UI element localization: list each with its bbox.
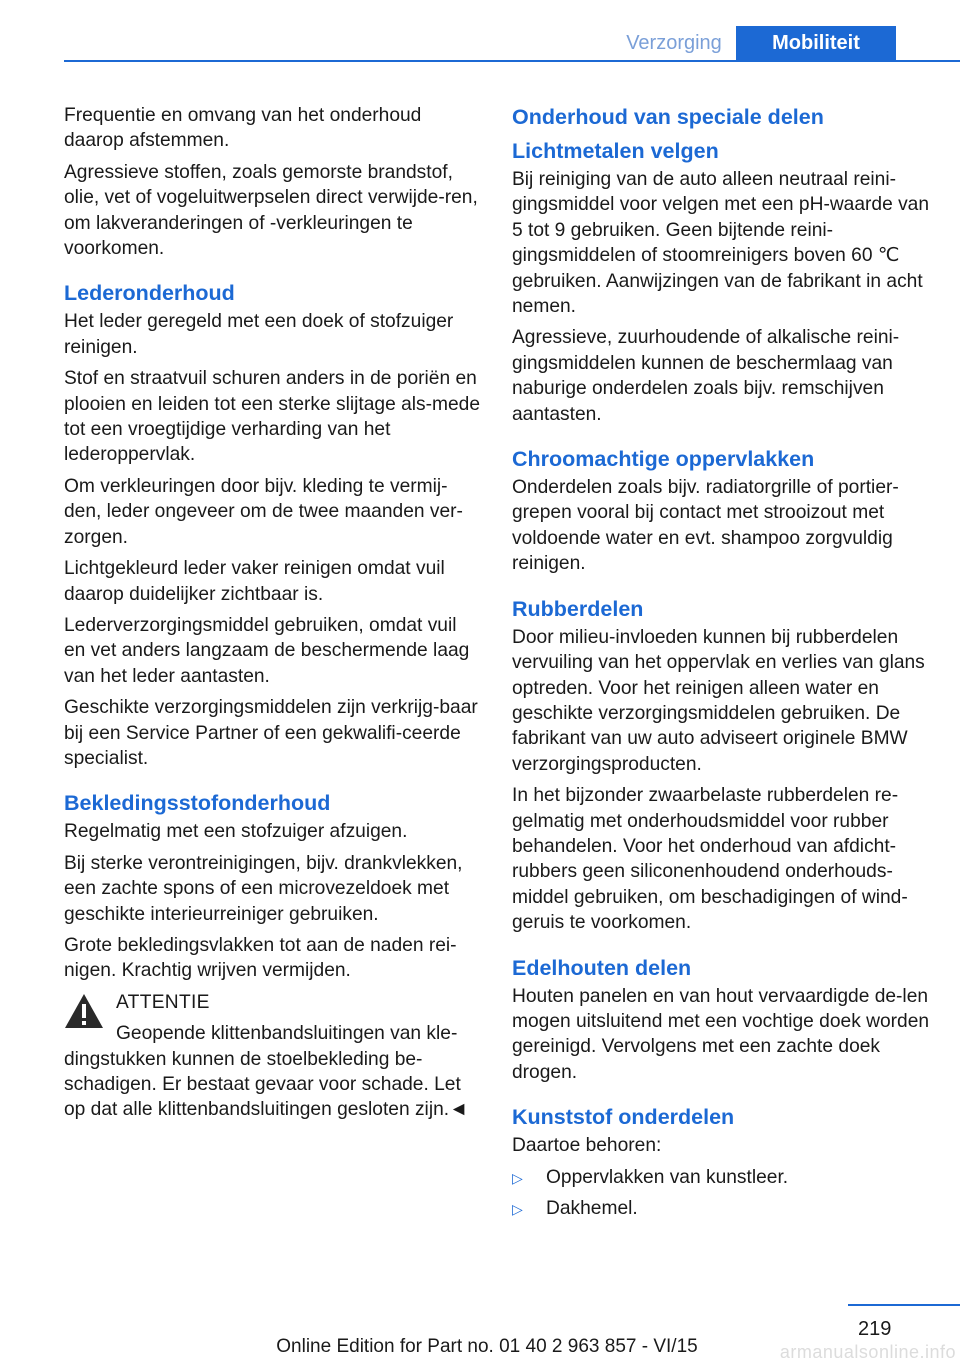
paragraph: Regelmatig met een stofzuiger afzuigen. (64, 821, 408, 843)
footer-rule (848, 1304, 960, 1306)
watermark: armanualsonline.info (779, 1342, 956, 1362)
paragraph: Door milieu-invloeden kunnen bij rubberdelen vervuiling van het oppervlak en verlies van glans optreden. Voor het reinigen alleen water en geschikte verzorgingsmiddelen gebruiken. De fabrikant van uw auto adviseert originele BMW verzorgingsproducten. (512, 626, 925, 775)
triangle-bullet-icon: ▷ (512, 1169, 523, 1186)
paragraph: Het leder geregeld met een doek of stofzuiger reinigen. (64, 311, 454, 358)
list-item (512, 1165, 932, 1190)
page-header (64, 26, 960, 62)
right-column (512, 103, 932, 1227)
warning-line1: Geopende klittenbandsluitingen van kle- (116, 1023, 458, 1045)
paragraph: Lederverzorgingsmiddel gebruiken, omdat vuil en vet anders langzaam de beschermende laag van het leder aantasten. (64, 614, 470, 687)
section-heading-lederonderhoud: Lederonderhoud (64, 281, 235, 306)
paragraph: Agressieve, zuurhoudende of alkalische reini-gingsmiddelen kunnen de beschermlaag van naburige onderdelen zoals bijv. remschijven aantasten. (512, 327, 900, 425)
warning-box (64, 990, 482, 1123)
paragraph: Lichtgekleurd leder vaker reinigen omdat vuil daarop duidelijker zichtbaar is. (64, 558, 445, 605)
section-heading-rubberdelen: Rubberdelen (512, 596, 644, 621)
paragraph: Agressieve stoffen, zoals gemorste brandstof, olie, vet of vogeluitwerpselen direct verwijde-ren, om lakveranderingen of -verkleuringen te voorkomen. (64, 161, 478, 260)
section-heading-kunststof: Kunststof onderdelen (512, 1105, 735, 1130)
paragraph: In het bijzonder zwaarbelaste rubberdelen re-gelmatig met onderhoudsmiddel voor rubber behandelen. Voor het onderhoud van afdicht-rubbers geen siliconenhoudend onderhouds-middel gebruiken, om beschadigingen of wind-geruis te voorkomen. (512, 785, 908, 934)
list-item (512, 1196, 932, 1221)
header-rule (64, 60, 960, 62)
section-heading-lichtmetalen-velgen: Lichtmetalen velgen (512, 139, 719, 163)
paragraph: Geschikte verzorgingsmiddelen zijn verkrijg-baar bij een Service Partner of een gekwalifi-ceerde specialist. (64, 697, 478, 769)
page-number: 219 (858, 1318, 892, 1340)
tab-verzorging[interactable]: Verzorging (626, 32, 722, 54)
triangle-bullet-icon: ▷ (512, 1201, 523, 1217)
paragraph: Bij reiniging van de auto alleen neutraal reini-gingsmiddel voor velgen met een pH-waarde van 5 tot 9 gebruiken. Geen bijtende reini-gingsmiddelen of stoomreinigers boven 60 ℃ gebruiken. Aanwijzingen van de fabrikant in acht nemen. (512, 169, 930, 318)
section-heading-edelhouten: Edelhouten delen (512, 955, 692, 980)
paragraph: Stof en straatvuil schuren anders in de poriën en plooien en leiden tot een sterke slijtage als-mede tot een vroegtijdige verharding van het lederoppervlak. (64, 368, 480, 466)
warning-title: ATTENTIE (116, 991, 210, 1013)
paragraph: Frequentie en omvang van het onderhoud daarop afstemmen. (64, 105, 422, 152)
paragraph: Om verkleuringen door bijv. kleding te vermij-den, leder ongeveer om de twee maanden ver-zorgen. (64, 475, 463, 548)
bullet-list (512, 1165, 932, 1222)
section-heading-chroom: Chroomachtige oppervlakken (512, 447, 815, 472)
warning-text: dingstukken kunnen de stoelbekleding be-schadigen. Er bestaat gevaar voor schade. Let op dat alle klittenbandsluitingen gesloten zijn.◄ (64, 1048, 469, 1121)
paragraph: Daartoe behoren: (512, 1135, 662, 1157)
list-item-text: Oppervlakken van kunstleer. (546, 1166, 789, 1188)
list-item-text: Dakhemel. (546, 1198, 638, 1219)
left-column (64, 103, 482, 1123)
paragraph: Onderdelen zoals bijv. radiatorgrille of portier-grepen vooral bij contact met strooizout met voldoende water en evt. shampoo zorgvuldig reinigen. (512, 477, 899, 575)
paragraph: Bij sterke verontreinigingen, bijv. drankvlekken, een zachte spons of een microvezeldoek met geschikte interieurreiniger gebruiken. (64, 852, 463, 925)
warning-triangle-icon (64, 993, 104, 1029)
paragraph: Houten panelen en van hout vervaardigde de-len mogen uitsluitend met een vochtige doek worden gereinigd. Vervolgens met een zachte doek drogen. (512, 985, 930, 1083)
edition-note: Online Edition for Part no. 01 40 2 963 857 - VI/15 (276, 1336, 698, 1357)
tab-mobiliteit[interactable]: Mobiliteit (736, 26, 896, 62)
section-heading-bekledingsstofonderhoud: Bekledingsstofonderhoud (64, 791, 331, 816)
section-heading-speciale-delen: Onderhoud van speciale delen (512, 105, 824, 129)
paragraph: Grote bekledingsvlakken tot aan de naden rei-nigen. Krachtig wrijven vermijden. (64, 934, 457, 982)
